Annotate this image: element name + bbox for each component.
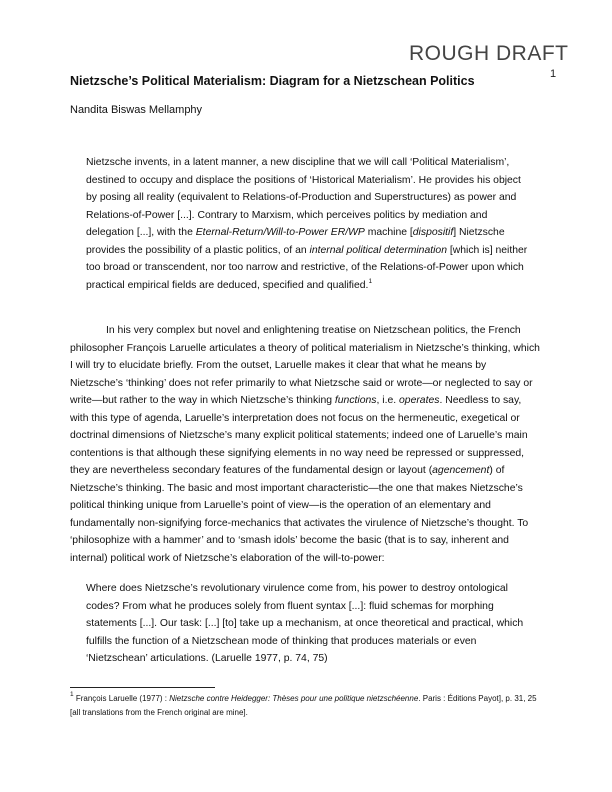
epigraph-italic-3: internal political determination (309, 244, 447, 256)
body-italic-1: functions (334, 395, 377, 406)
body-text-3: . Needless to say, with this type of agenda, Laruelle’s interpretation does not focus on the hermeneutic, exegetical or doctrinal dimensions of Nietzsche’s many explicit political statements; indeed one of Laruelle’s main contentions is that although these signifying elements in no way need be repressed or suppressed, they are nevertheless secondary features of the fundamental design or layout ( (70, 395, 528, 476)
paper-title: Nietzsche’s Political Materialism: Diagram for a Nietzschean Politics (70, 74, 475, 88)
footnote-divider (70, 687, 215, 688)
epigraph-quote (86, 154, 532, 294)
body-text-1: In his very complex but novel and enlightening treatise on Nietzschean politics, the French philosopher François Laruelle articulates a theory of political materialism in Nietzsche’s thinking, which I will try to elucidate briefly. From the outset, Laruelle makes it clear that what he means by Nietzsche’s ‘thinking’ does not refer primarily to what Nietzsche said or wrote—or neglected to say or write—but rather to the way in which Nietzsche’s thinking (70, 325, 540, 406)
footnote-italic-title: Nietzsche contre Heidegger: Thèses pour une politique nietzschéenne (169, 694, 419, 703)
epigraph-italic-1: Eternal-Return/Will-to-Power ER/WP (195, 227, 365, 238)
rough-draft-watermark: ROUGH DRAFT (409, 42, 569, 65)
epigraph-text-1: Nietzsche invents, in a latent manner, a new discipline that we will call ‘Political Materialism’, destined to occupy and displace the positions of ‘Historical Materialism’. He provides his object by posing all reality (equivalent to Relations-of-Production and Superstructures) as power and Relations-of-Power [...]. Contrary to Marxism, which perceives politics by mediation and delegation [...], with the (86, 157, 521, 238)
body-italic-2: operates (399, 395, 440, 406)
block-quote: Where does Nietzsche’s revolutionary virulence come from, his power to destroy ontological codes? From what he produces solely from fluent syntax [...]: fluid schemas for morphing statements [...]. Our task: [...] [to] take up a mechanism, at once theoretical and practical, which fulfills the function of a Nietzschean mode of thinking that produces materials or even ‘Nietzschean’ articulations. (Laruelle 1977, p. 74, 75) (86, 583, 524, 664)
footnote-text-2: . Paris : Éditions Payot], p. 31, 25 [all translations from the French original are mine]. (70, 694, 537, 717)
body-text-4: ) of Nietzsche’s thinking. The basic and most important characteristic—the one that makes Nietzsche’s political thinking unique from Laruelle’s point of view—is the operation of an elementary and fundamentally non-signifying force-mechanics that activates the virulence of Nietzsche’s thought. To ‘philosophize with a hammer’ and to ‘smash idols’ become the basic (that is to say, inherent and internal) political work of Nietzsche’s elaboration of the will-to-power: (70, 465, 529, 564)
epigraph-text-3: ] Nietzsche provides the possibility of a plastic politics, of an (86, 227, 505, 256)
epigraph-text-2: machine [ (364, 227, 413, 238)
author-name: Nandita Biswas Mellamphy (70, 104, 203, 116)
body-paragraph (70, 322, 542, 567)
body-text-2: , i.e. (376, 395, 400, 406)
footnote-reference[interactable]: 1 (368, 277, 373, 285)
page-number: 1 (550, 68, 557, 80)
body-italic-3: agencement (432, 465, 490, 476)
footnote (70, 692, 542, 720)
epigraph-text-4: [which is] neither too broad or transcendent, nor too narrow and restrictive, of the Relations-of-Power upon which practical empirical fields are deduced, specified and qualified. (86, 244, 528, 291)
footnote-number: 1 (70, 691, 74, 698)
footnote-text-1: François Laruelle (1977) : (73, 694, 170, 703)
epigraph-italic-2: dispositif (412, 227, 454, 238)
